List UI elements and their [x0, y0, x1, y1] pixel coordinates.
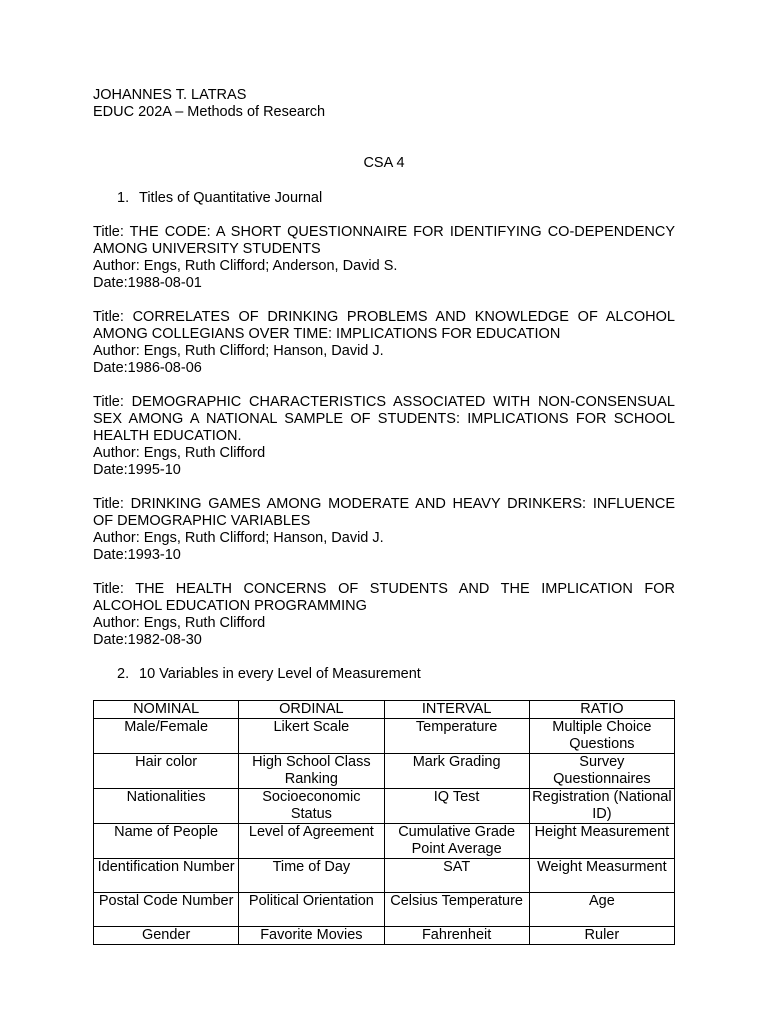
- table-row: [94, 754, 675, 789]
- table-row: [94, 719, 675, 754]
- table-cell: Level of Agreement: [239, 824, 384, 859]
- journal-date: Date:1986-08-06: [93, 360, 202, 376]
- column-header-ordinal: ORDINAL: [239, 701, 384, 719]
- table-cell: Male/Female: [94, 719, 239, 754]
- section-2-heading: [117, 666, 675, 683]
- table-row: [94, 824, 675, 859]
- journal-title: Title: THE CODE: A SHORT QUESTIONNAIRE FOR IDENTIFYING CO-DEPENDENCY AMONG UNIVERSITY STUDENTS: [93, 224, 675, 257]
- journal-title: Title: DEMOGRAPHIC CHARACTERISTICS ASSOCIATED WITH NON-CONSENSUAL SEX AMONG A NATIONAL SAMPLE OF STUDENTS: IMPLICATIONS FOR SCHOOL HEALTH EDUCATION.: [93, 394, 675, 444]
- table-row: [94, 893, 675, 927]
- section-2-number: 2.: [117, 666, 130, 682]
- journal-entry: [93, 394, 675, 479]
- journal-date: Date:1988-08-01: [93, 275, 202, 291]
- journal-author: Author: Engs, Ruth Clifford; Hanson, David J.: [93, 530, 384, 546]
- journal-entry: [93, 224, 675, 292]
- document-page: [93, 87, 675, 945]
- journal-title: Title: THE HEALTH CONCERNS OF STUDENTS AND THE IMPLICATION FOR ALCOHOL EDUCATION PROGRAMMING: [93, 581, 675, 614]
- table-cell: Ruler: [529, 927, 674, 945]
- journal-title: Title: CORRELATES OF DRINKING PROBLEMS AND KNOWLEDGE OF ALCOHOL AMONG COLLEGIANS OVER TIME: IMPLICATIONS FOR EDUCATION: [93, 309, 675, 342]
- table-cell: Weight Measurment: [529, 859, 674, 893]
- table-cell: IQ Test: [384, 789, 529, 824]
- table-row: [94, 927, 675, 945]
- table-cell: Celsius Temperature: [384, 893, 529, 927]
- table-cell: Time of Day: [239, 859, 384, 893]
- journal-entry: [93, 496, 675, 564]
- column-header-ratio: RATIO: [529, 701, 674, 719]
- section-2-label: 10 Variables in every Level of Measurement: [139, 666, 421, 682]
- table-header-row: [94, 701, 675, 719]
- section-1-label: Titles of Quantitative Journal: [139, 190, 323, 206]
- journal-date: Date:1993-10: [93, 547, 181, 563]
- table-row: [94, 789, 675, 824]
- table-row: [94, 859, 675, 893]
- column-header-interval: INTERVAL: [384, 701, 529, 719]
- table-cell: Fahrenheit: [384, 927, 529, 945]
- journal-entry: [93, 309, 675, 377]
- table-cell: High School Class Ranking: [239, 754, 384, 789]
- table-cell: Nationalities: [94, 789, 239, 824]
- section-1-number: 1.: [117, 190, 130, 206]
- journal-author: Author: Engs, Ruth Clifford: [93, 445, 266, 461]
- table-cell: Height Measurement: [529, 824, 674, 859]
- table-cell: Name of People: [94, 824, 239, 859]
- column-header-nominal: NOMINAL: [94, 701, 239, 719]
- table-cell: Political Orientation: [239, 893, 384, 927]
- table-cell: SAT: [384, 859, 529, 893]
- table-cell: Socioeconomic Status: [239, 789, 384, 824]
- course-name: EDUC 202A – Methods of Research: [93, 104, 326, 120]
- journal-author: Author: Engs, Ruth Clifford: [93, 615, 266, 631]
- journal-date: Date:1982-08-30: [93, 632, 202, 648]
- table-cell: Likert Scale: [239, 719, 384, 754]
- table-cell: Temperature: [384, 719, 529, 754]
- author-name: JOHANNES T. LATRAS: [93, 87, 247, 103]
- measurement-levels-table: [93, 700, 675, 945]
- table-cell: Cumulative Grade Point Average: [384, 824, 529, 859]
- table-cell: Favorite Movies: [239, 927, 384, 945]
- table-cell: Age: [529, 893, 674, 927]
- journal-author: Author: Engs, Ruth Clifford; Hanson, David J.: [93, 343, 384, 359]
- table-cell: Hair color: [94, 754, 239, 789]
- journal-title: Title: DRINKING GAMES AMONG MODERATE AND HEAVY DRINKERS: INFLUENCE OF DEMOGRAPHIC VARIABLES: [93, 496, 675, 529]
- table-cell: Multiple Choice Questions: [529, 719, 674, 754]
- journal-author: Author: Engs, Ruth Clifford; Anderson, David S.: [93, 258, 398, 274]
- table-cell: Identification Number: [94, 859, 239, 893]
- table-cell: Survey Questionnaires: [529, 754, 674, 789]
- table-cell: Registration (National ID): [529, 789, 674, 824]
- journal-date: Date:1995-10: [93, 462, 181, 478]
- document-title: CSA 4: [363, 155, 405, 171]
- table-cell: Gender: [94, 927, 239, 945]
- table-cell: Postal Code Number: [94, 893, 239, 927]
- table-cell: Mark Grading: [384, 754, 529, 789]
- section-1-heading: [117, 190, 675, 207]
- journal-entry: [93, 581, 675, 649]
